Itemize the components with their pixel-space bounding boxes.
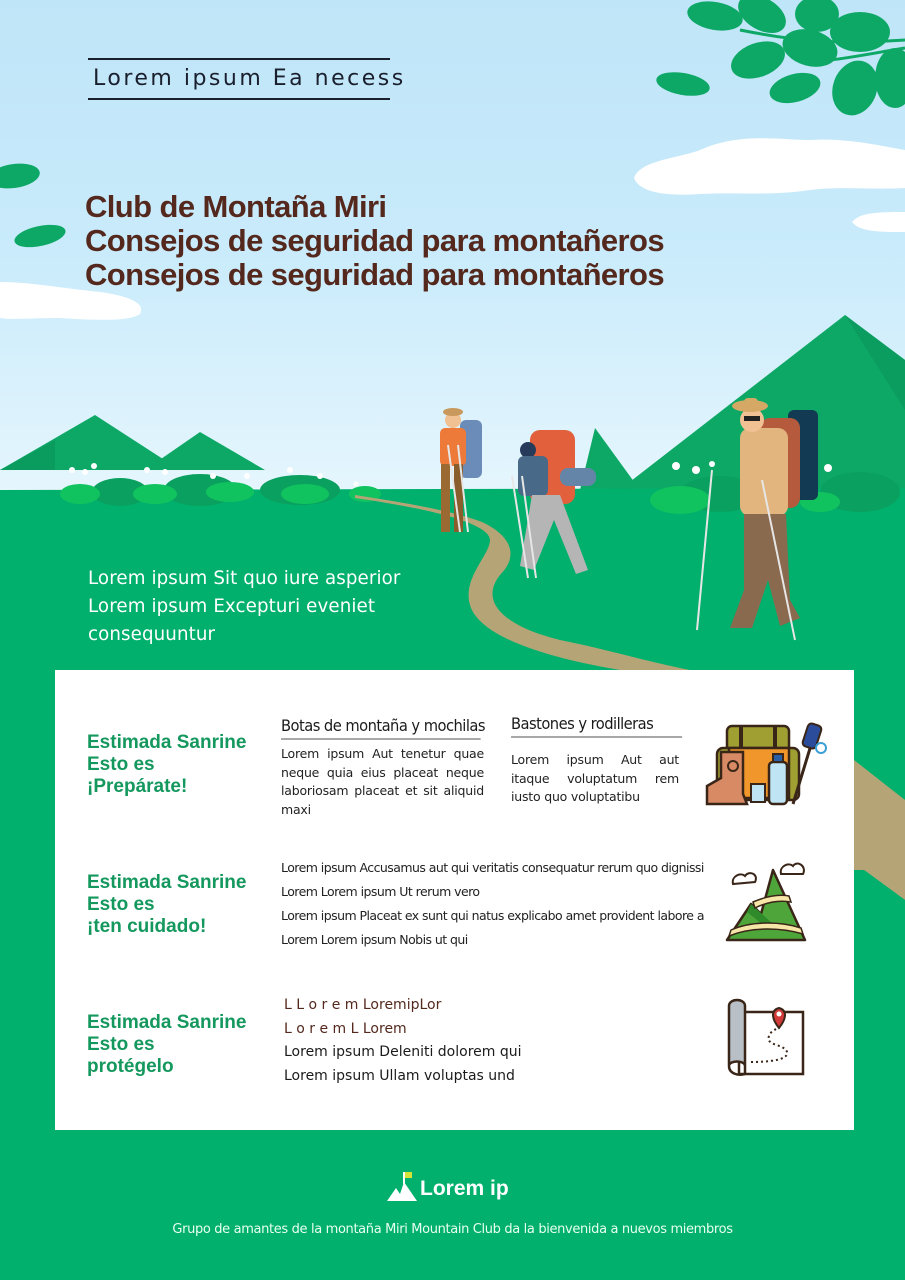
section-label-protect (87, 1012, 246, 1078)
intro-line: Lorem ipsum Sit quo iure asperior (88, 567, 401, 589)
tip-line: Lorem ipsum Accusamus aut qui veritatis consequatur rerum quo dignissi (281, 860, 704, 875)
tips-card (55, 670, 854, 1130)
column-heading-boots: Botas de montaña y mochilas (281, 716, 481, 740)
tip-line: Lorem Lorem ipsum Ut rerum vero (281, 884, 480, 899)
page-title (85, 190, 664, 292)
label-line: protégelo (87, 1056, 174, 1077)
tip-line: Lorem ipsum Placeat ex sunt qui natus explicabo amet provident labore a (281, 908, 704, 923)
footer-text: Grupo de amantes de la montaña Miri Mountain Club da la bienvenida a nuevos miembros (172, 1222, 733, 1237)
intro-text (88, 564, 414, 648)
tip-line: L L o r e m LoremipLor (284, 997, 442, 1013)
map-icon (725, 996, 807, 1078)
caution-tips (281, 856, 704, 952)
trail-path-side (854, 760, 905, 920)
label-line: Estimada Sanrine (87, 732, 247, 753)
title-line: Club de Montaña Miri (85, 189, 387, 224)
label-line: Estimada Sanrine (87, 1012, 247, 1033)
label-line: ¡Prepárate! (87, 776, 188, 797)
label-line: ¡ten cuidado! (87, 916, 207, 937)
column-text-boots: Lorem ipsum Aut tenetur quae neque quia eius placeat neque laboriosam placeat et sit aliquid maxi (281, 746, 484, 817)
mountain-icon (723, 862, 809, 944)
label-line: Esto es (87, 1034, 155, 1055)
tip-line: Lorem ipsum Ullam voluptas und (284, 1067, 515, 1084)
tip-line: L o r e m L Lorem (284, 1020, 407, 1037)
section-label-prepare (87, 732, 246, 798)
section-label-caution (87, 872, 246, 938)
footer-logo (386, 1170, 509, 1202)
protect-tips (284, 994, 522, 1088)
label-line: Estimada Sanrine (87, 872, 247, 893)
title-line: Consejos de seguridad para montañeros (85, 257, 665, 292)
label-line: Esto es (87, 894, 155, 915)
tagline: Lorem ipsum Ea necess (88, 58, 390, 100)
intro-line: consequuntur (88, 623, 216, 645)
column-text-poles: Lorem ipsum Aut aut itaque voluptatum rem iusto quo voluptatibu (511, 752, 679, 804)
label-line: Esto es (87, 754, 155, 775)
intro-line: Lorem ipsum Excepturi eveniet (88, 595, 376, 617)
column-heading-poles: Bastones y rodilleras (511, 714, 682, 738)
footer-logo-text: Lorem ip (420, 1177, 509, 1200)
backpack-gear-icon (703, 722, 828, 808)
title-line: Consejos de seguridad para montañeros (85, 223, 665, 258)
mountain-flag-icon (386, 1170, 418, 1202)
tip-line: Lorem ipsum Deleniti dolorem qui (284, 1044, 522, 1060)
tip-line: Lorem Lorem ipsum Nobis ut qui (281, 932, 468, 947)
